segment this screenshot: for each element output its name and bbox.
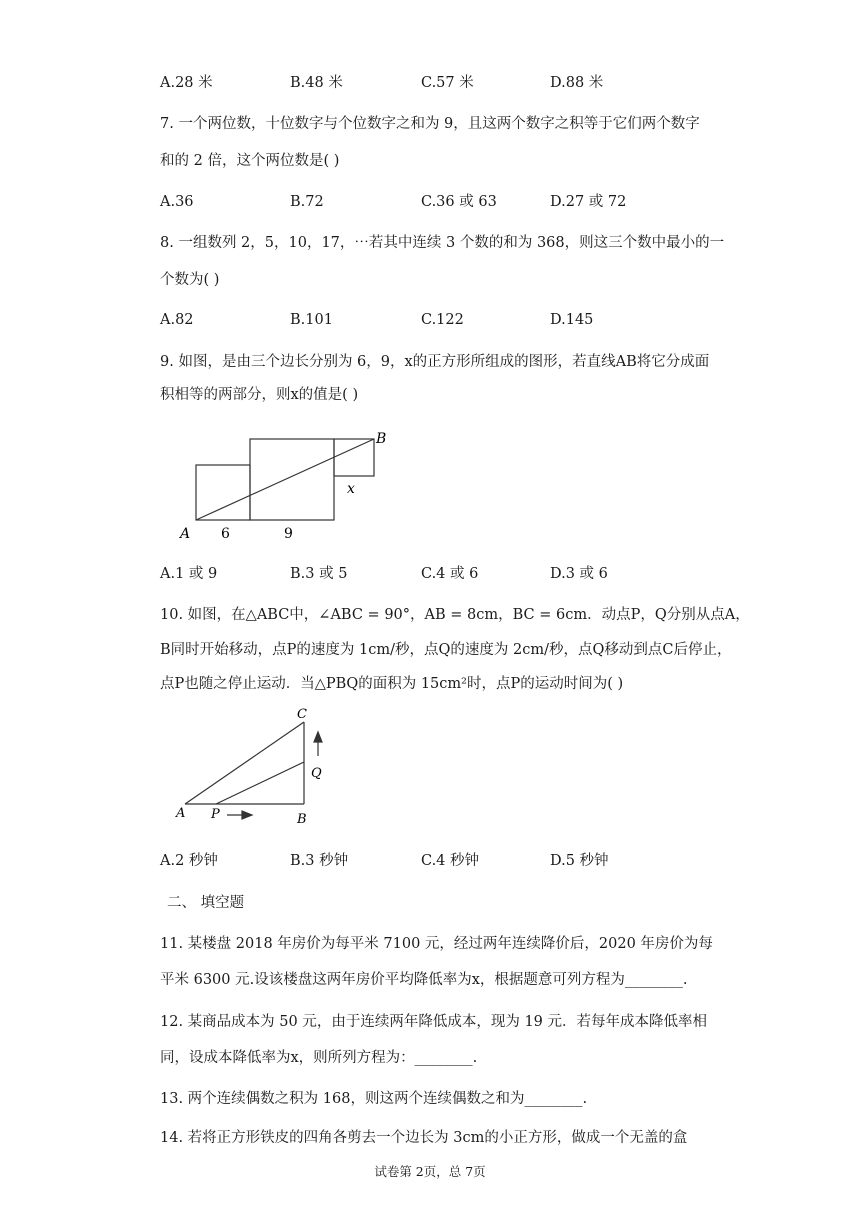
- q7-options: [160, 192, 760, 212]
- q10-option-b: B.3 秒钟: [290, 853, 349, 869]
- label-x: x: [347, 481, 355, 497]
- label-a: A: [180, 526, 191, 542]
- q7-option-d: D.27 或 72: [550, 194, 627, 210]
- q9-squares-figure: [170, 425, 400, 550]
- segment-pq: [216, 762, 304, 804]
- p-arrow-head: [242, 811, 252, 819]
- label-b: B: [297, 812, 307, 827]
- square-x: [334, 439, 374, 476]
- label-q: Q: [311, 766, 322, 781]
- q10-option-a: A.2 秒钟: [160, 853, 218, 869]
- q9-option-a: A.1 或 9: [160, 566, 218, 582]
- q8-option-a: A.82: [160, 312, 194, 328]
- q8-option-b: B.101: [290, 312, 333, 328]
- q9-option-b: B.3 或 5: [290, 566, 348, 582]
- q8-stem-line2: 个数为( ): [160, 272, 220, 288]
- q10-option-d: D.5 秒钟: [550, 853, 609, 869]
- q7-option-b: B.72: [290, 194, 324, 210]
- q10-option-c: C.4 秒钟: [421, 853, 480, 869]
- q14-stem-line1: 14. 若将正方形铁皮的四角各剪去一个边长为 3cm的小正方形，做成一个无盖的盒: [160, 1130, 688, 1146]
- q7-option-a: A.36: [160, 194, 194, 210]
- q8-stem-line1: 8. 一组数列 2，5，10，17，⋯若其中连续 3 个数的和为 368，则这三个数中最小的一: [160, 235, 725, 251]
- q9-options: [160, 564, 760, 584]
- page-footer: 试卷第 2页，总 7页: [374, 1164, 486, 1179]
- q8-option-d: D.145: [550, 312, 594, 328]
- side-ac: [185, 722, 304, 804]
- q9-option-c: C.4 或 6: [421, 566, 479, 582]
- q6-option-c: C.57 米: [421, 75, 474, 91]
- q6-options: [160, 73, 760, 93]
- label-a: A: [176, 806, 186, 821]
- q6-option-d: D.88 米: [550, 75, 604, 91]
- q7-stem-line2: 和的 2 倍，这个两位数是( ): [160, 153, 340, 169]
- q8-options: [160, 310, 760, 330]
- line-ab: [196, 439, 374, 520]
- square-6: [196, 465, 250, 520]
- q12-stem-line1: 12. 某商品成本为 50 元，由于连续两年降低成本，现为 19 元．若每年成本降低率相: [160, 1014, 708, 1030]
- q13-stem-line1: 13. 两个连续偶数之积为 168，则这两个连续偶数之和为________.: [160, 1091, 588, 1107]
- q10-options: [160, 851, 760, 871]
- q10-stem-line3: 点P也随之停止运动．当△PBQ的面积为 15cm²时，点P的运动时间为( ): [160, 676, 624, 692]
- q10-stem-line1: 10. 如图，在△ABC中，∠ABC = 90°，AB = 8cm，BC = 6cm．动点P，Q分别从点A，: [160, 607, 750, 623]
- q9-stem-line1: 9. 如图，是由三个边长分别为 6，9，x的正方形所组成的图形，若直线AB将它分成面: [160, 354, 710, 370]
- square-9: [250, 439, 334, 520]
- q10-stem-line2: B同时开始移动，点P的速度为 1cm/秒，点Q的速度为 2cm/秒，点Q移动到点C后停止，: [160, 642, 732, 658]
- label-c: C: [297, 707, 307, 722]
- q6-option-a: A.28 米: [160, 75, 213, 91]
- q8-option-c: C.122: [421, 312, 464, 328]
- q7-stem-line1: 7. 一个两位数，十位数字与个位数字之和为 9，且这两个数字之积等于它们两个数字: [160, 116, 700, 132]
- q7-option-c: C.36 或 63: [421, 194, 497, 210]
- q11-stem-line2: 平米 6300 元.设该楼盘这两年房价平均降低率为x，根据题意可列方程为________.: [160, 972, 688, 988]
- q-arrow-head: [314, 732, 322, 742]
- label-b: B: [376, 431, 387, 447]
- q12-stem-line2: 同，设成本降低率为x，则所列方程为：________.: [160, 1050, 478, 1066]
- label-6: 6: [221, 526, 230, 542]
- label-9: 9: [284, 526, 293, 542]
- q6-option-b: B.48 米: [290, 75, 343, 91]
- label-p: P: [211, 807, 220, 822]
- q9-option-d: D.3 或 6: [550, 566, 608, 582]
- section-fill-in-title: 二、 填空题: [167, 895, 245, 911]
- q10-triangle-figure: [170, 700, 340, 830]
- q11-stem-line1: 11. 某楼盘 2018 年房价为每平米 7100 元，经过两年连续降价后，2020 年房价为每: [160, 936, 713, 952]
- q9-stem-line2: 积相等的两部分，则x的值是( ): [160, 387, 359, 403]
